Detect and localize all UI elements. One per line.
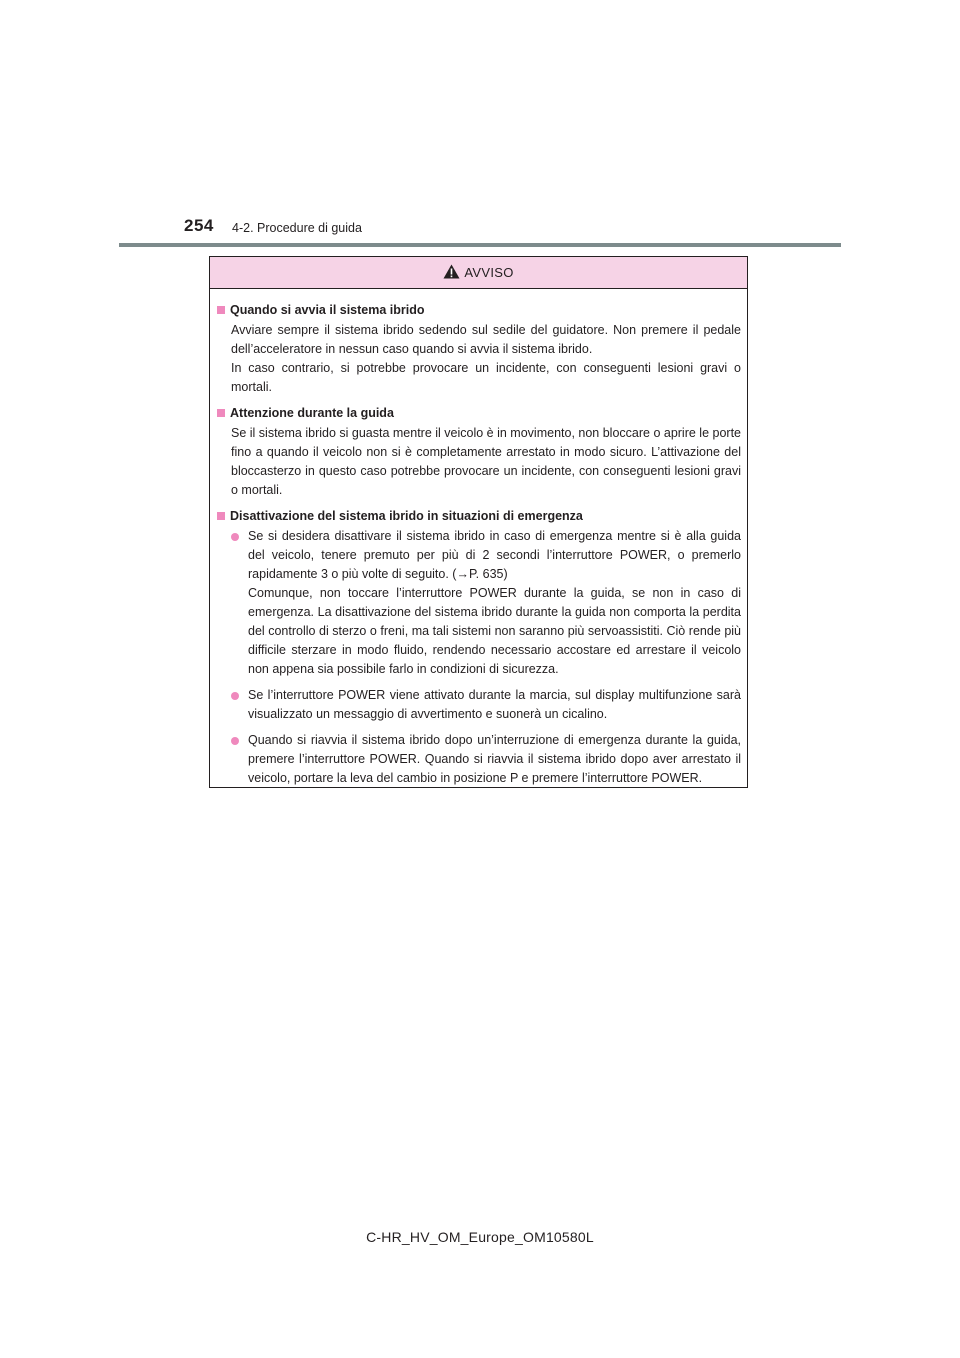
sub-item <box>231 686 741 724</box>
sub-item-text <box>248 731 741 788</box>
sub-item-text <box>248 527 741 679</box>
item-heading-text: Quando si avvia il sistema ibrido <box>230 303 425 317</box>
item-heading-text: Disattivazione del sistema ibrido in situazioni di emergenza <box>230 509 583 523</box>
warning-triangle-icon <box>443 264 460 279</box>
item-heading-text: Attenzione durante la guida <box>230 406 394 420</box>
warning-label: AVVISO <box>464 265 514 280</box>
item-heading <box>217 301 741 319</box>
footer-doc-code: C-HR_HV_OM_Europe_OM10580L <box>366 1229 594 1245</box>
item-heading <box>217 404 741 422</box>
warning-item <box>217 404 741 500</box>
page-number: 254 <box>184 216 214 235</box>
circle-bullet-icon <box>231 692 239 700</box>
sub-item-paragraph: Se si desidera disattivare il sistema ibrido in caso di emergenza mentre si è alla guida del veicolo, tenere premuto per più di 2 secondi l’interruttore POWER, o premerlo rapidamente 3 o più volte di seguito. (→P. 635) <box>248 529 741 581</box>
sub-item <box>231 527 741 679</box>
square-bullet-icon <box>217 512 225 520</box>
sub-item-text <box>248 686 741 724</box>
warning-box <box>209 256 748 788</box>
sub-item <box>231 731 741 788</box>
item-heading <box>217 507 741 525</box>
item-paragraph: Avviare sempre il sistema ibrido sedendo sul sedile del guidatore. Non premere il pedale dell’acceleratore in nessun caso quando si avvia il sistema ibrido. <box>231 323 741 356</box>
square-bullet-icon <box>217 409 225 417</box>
item-paragraph: Se il sistema ibrido si guasta mentre il veicolo è in movimento, non bloccare o aprire le porte fino a quando il veicolo non si è completamente arrestato in modo sicuro. L’attivazione del bloccasterzo in questo caso potrebbe provocare un incidente, con conseguenti lesioni gravi o mortali. <box>231 426 741 497</box>
header-rule <box>119 243 841 247</box>
sub-item-paragraph: Comunque, non toccare l’interruttore POWER durante la guida, se non in caso di emergenza. La disattivazione del sistema ibrido durante la guida non comporta la perdita del controllo di sterzo o freni, ma tali sistemi non saranno più servoassistiti. Ciò rende più difficile sterzare in modo fluido, rendendo necessario accostare ed arrestare il veicolo non appena sia possibile farlo in condizioni di sicurezza. <box>248 586 741 676</box>
warning-header <box>210 257 747 289</box>
sub-item-paragraph: Quando si riavvia il sistema ibrido dopo un’interruzione di emergenza durante la guida, premere l’interruttore POWER. Quando si riavvia il sistema ibrido dopo aver arrestato il veicolo, portare la leva del cambio in posizione P e premere l’interruttore POWER. <box>248 733 741 785</box>
item-paragraph: In caso contrario, si potrebbe provocare un incidente, con conseguenti lesioni gravi o mortali. <box>231 361 741 394</box>
warning-body <box>210 289 747 788</box>
square-bullet-icon <box>217 306 225 314</box>
section-title: 4-2. Procedure di guida <box>232 221 362 235</box>
circle-bullet-icon <box>231 737 239 745</box>
sub-item-paragraph: Se l’interruttore POWER viene attivato durante la marcia, sul display multifunzione sarà visualizzato un messaggio di avvertimento e suonerà un cicalino. <box>248 688 741 721</box>
circle-bullet-icon <box>231 533 239 541</box>
warning-item <box>217 507 741 788</box>
warning-item <box>217 301 741 397</box>
